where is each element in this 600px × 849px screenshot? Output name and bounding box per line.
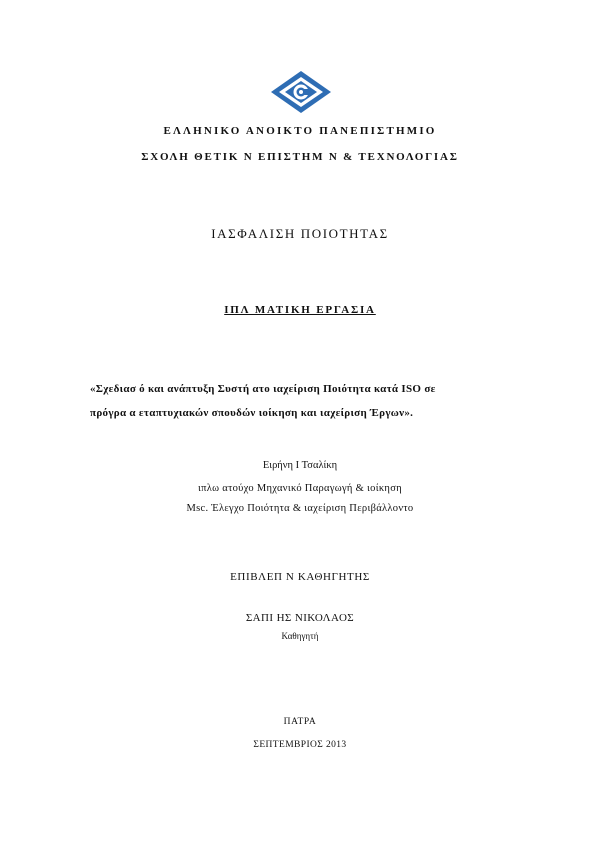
thesis-title-line-2: πρόγρα α εταπτυχιακών σπουδών ιοίκηση και ιαχείριση Έργων». bbox=[90, 407, 414, 419]
school-name: ΣΧΟΛΗ ΘΕΤΙΚ Ν ΕΠΙΣΤΗΜ Ν & ΤΕΧΝΟΛΟΓΙΑΣ bbox=[141, 151, 459, 163]
city: ΠΑΤΡΑ bbox=[283, 717, 317, 727]
thesis-title-line-1: «Σχεδιασ ό και ανάπτυξη Συστή ατο ιαχείριση Ποιότητα κατά ISO σε bbox=[90, 383, 436, 395]
author-degree-1: ιπλω ατούχο Μηχανικό Παραγωγή & ιοίκηση bbox=[198, 483, 402, 494]
supervisor-role: Καθηγητή bbox=[281, 631, 319, 641]
course-title: ΙΑΣΦΑΛΙΣΗ ΠΟΙΟΤΗΤΑΣ bbox=[211, 226, 389, 241]
university-name: ΕΛΛΗΝΙΚΟ ΑΝΟΙΚΤΟ ΠΑΝΕΠΙΣΤΗΜΙΟ bbox=[163, 125, 437, 137]
thesis-type: ΙΠΛ ΜΑΤΙΚΗ ΕΡΓΑΣΙΑ bbox=[224, 304, 376, 316]
supervisor-heading: ΕΠΙΒΛΕΠ Ν ΚΑΘΗΓΗΤΗΣ bbox=[230, 571, 370, 583]
university-emblem-icon bbox=[270, 70, 332, 114]
supervisor-name: ΣΑΠΙ ΗΣ ΝΙΚΟΛΑΟΣ bbox=[245, 612, 355, 624]
author-degree-2: Msc. Έλεγχο Ποιότητα & ιαχείριση Περιβάλλοντο bbox=[186, 503, 414, 514]
date: ΣΕΠΤΕΜΒΡΙΟΣ 2013 bbox=[253, 740, 347, 750]
author-name: Ειρήνη Ι Τσαλίκη bbox=[262, 460, 338, 471]
